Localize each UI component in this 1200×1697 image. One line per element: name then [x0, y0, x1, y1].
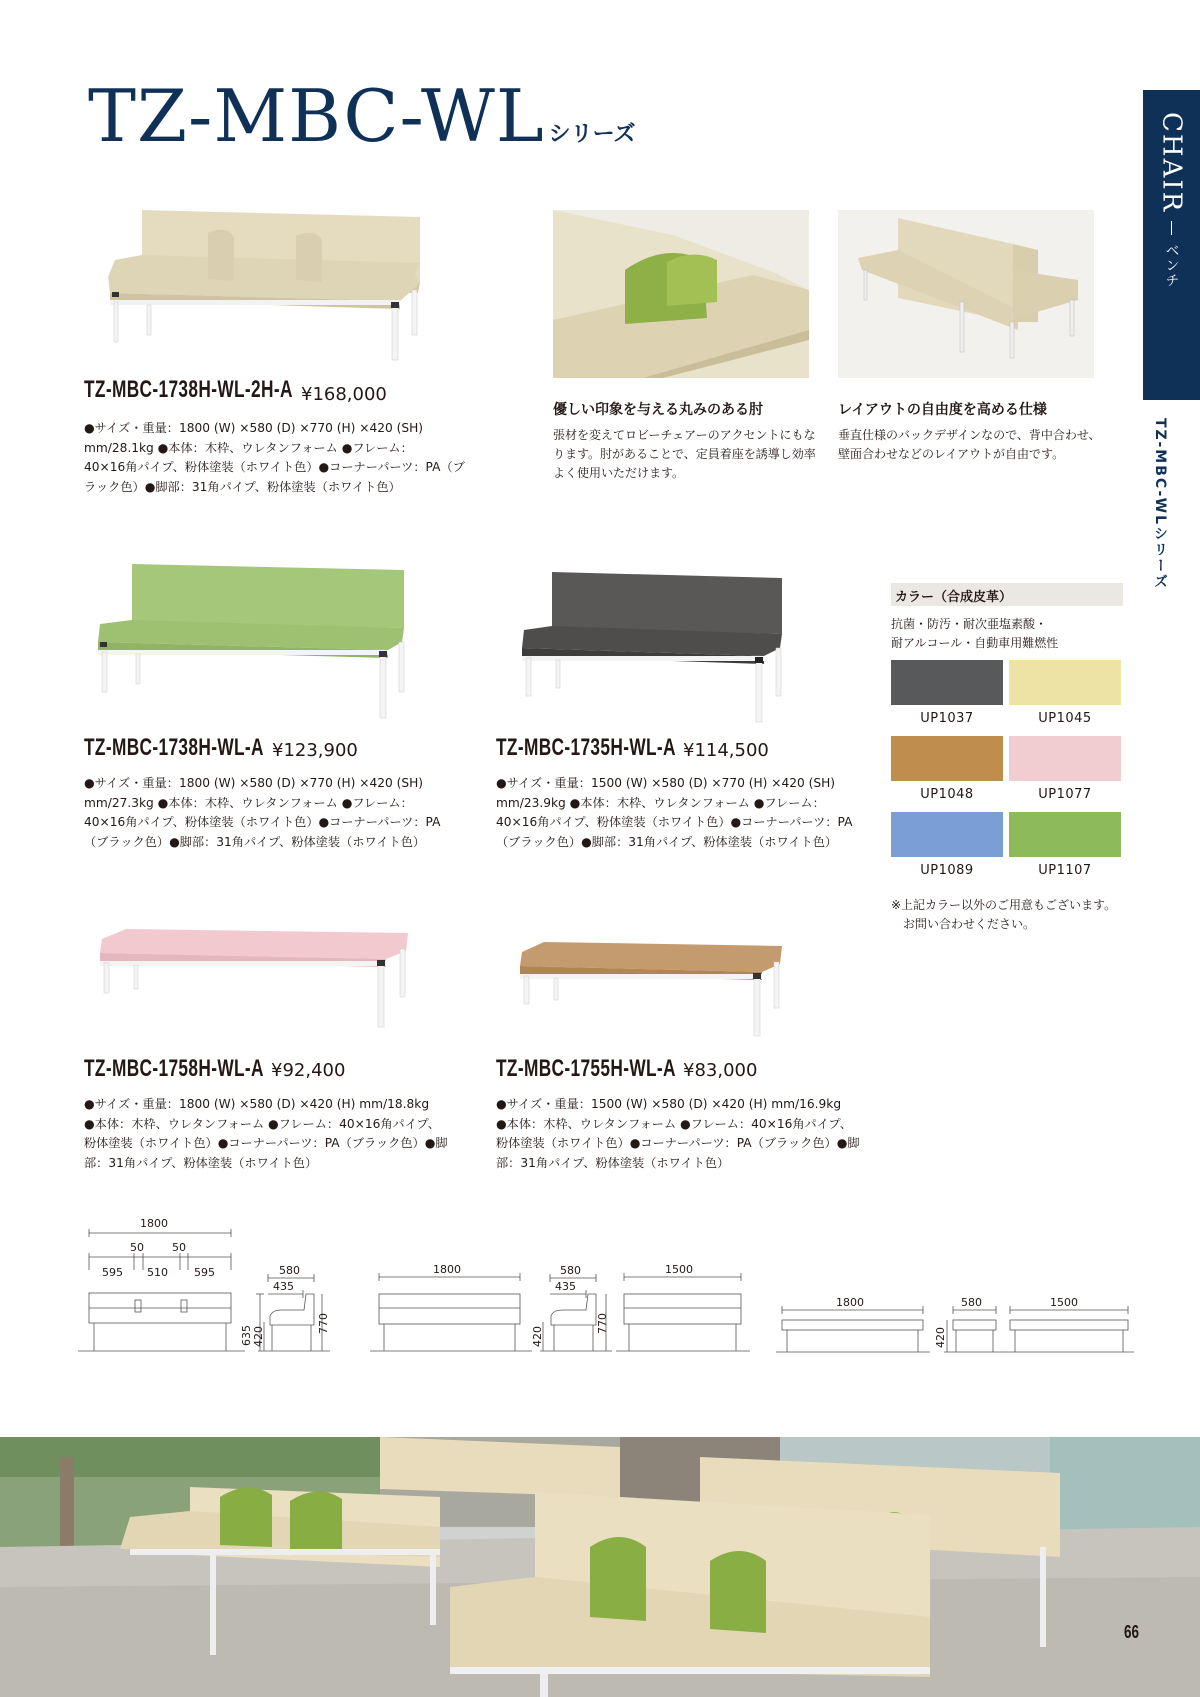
category-tab: [1143, 90, 1200, 400]
product-image-1738h-2h: [100, 205, 430, 365]
dim-595: 595: [102, 1266, 123, 1279]
dim-580: 580: [560, 1264, 581, 1277]
color-properties: 抗菌・防汚・耐次亜塩素酸・ 耐アルコール・自動車用難燃性: [891, 617, 1059, 650]
color-swatch: [891, 812, 1003, 857]
dim-580: 580: [279, 1264, 300, 1277]
feature-title-armrest: 優しい印象を与える丸みのある肘: [553, 402, 763, 418]
dim-420: 420: [934, 1327, 947, 1348]
dim-1800: 1800: [140, 1217, 168, 1230]
product-image-1738h: [92, 562, 412, 722]
color-swatch-code: UP1107: [1038, 863, 1092, 878]
category-label: CHAIR: [1156, 112, 1187, 214]
color-swatch-code: UP1089: [920, 863, 974, 878]
dim-770: 770: [596, 1313, 609, 1334]
color-swatch: [891, 660, 1003, 705]
feature-photo-layout: [838, 210, 1094, 378]
feature-body-layout: 垂直仕様のバックデザインなので、背中合わせ、 壁面合わせなどのレイアウトが自由です。: [838, 428, 1101, 461]
color-swatch-code: UP1037: [920, 711, 974, 726]
product-code: TZ-MBC-1755H-WL-A: [496, 1055, 676, 1082]
side-series-label: TZ-MBC-WLシリーズ: [1152, 418, 1168, 591]
dim-635: 635: [240, 1325, 253, 1346]
dim-1800: 1800: [836, 1296, 864, 1309]
category-divider: [1171, 221, 1172, 235]
dim-435: 435: [555, 1280, 576, 1293]
product-spec: ●サイズ・重量：1800 (W) ×580 (D) ×770 (H) ×420 (SH) mm/27.3kg ●本体：木枠、ウレタンフォーム ●フレーム： 40×16角パイプ、粉体塗装（ホワイト色）●コーナーパーツ：PA （ブラック色）●脚部：31角パイプ、粉体塗装（ホワイト色）: [84, 776, 441, 849]
dim-580: 580: [961, 1296, 982, 1309]
dimension-drawings: [0, 1210, 1200, 1360]
dim-50: 50: [172, 1241, 186, 1254]
lobby-scene-photo: [0, 1437, 1200, 1697]
product-image-1735h: [518, 570, 788, 725]
product-spec: ●サイズ・重量：1500 (W) ×580 (D) ×420 (H) mm/16.9kg ●本体：木枠、ウレタンフォーム ●フレーム：40×16角パイプ、 粉体塗装（ホワイト色）●コーナーパーツ：PA（ブラック色）●脚 部：31角パイプ、粉体塗装（ホワイト色）: [496, 1097, 860, 1170]
dim-1500: 1500: [1050, 1296, 1078, 1309]
product-price: ¥123,900: [272, 740, 358, 761]
series-title: [88, 74, 636, 158]
dim-435: 435: [273, 1280, 294, 1293]
product-code: TZ-MBC-1735H-WL-A: [496, 734, 676, 761]
product-price: ¥92,400: [271, 1060, 346, 1081]
color-swatch: [1009, 736, 1121, 781]
feature-body-armrest: 張材を変えてロビーチェアーのアクセントにもな ります。肘があることで、定員着座を誘導し効率 よく使用いただけます。: [553, 428, 816, 480]
subcategory-label: ベンチ: [1163, 243, 1180, 289]
dim-770: 770: [317, 1313, 330, 1334]
color-swatch-code: UP1077: [1038, 787, 1092, 802]
dim-510: 510: [147, 1266, 168, 1279]
series-name: TZ-MBC-WL: [88, 74, 545, 158]
product-spec: ●サイズ・重量：1500 (W) ×580 (D) ×770 (H) ×420 (SH) mm/23.9kg ●本体：木枠、ウレタンフォーム ●フレーム： 40×16角パイプ、粉体塗装（ホワイト色）●コーナーパーツ：PA （ブラック色）●脚部：31角パイプ、粉体塗装（ホワイト色）: [496, 776, 853, 849]
product-code: TZ-MBC-1738H-WL-A: [84, 734, 264, 761]
page-number: 66: [1124, 1622, 1140, 1642]
dim-1500: 1500: [665, 1263, 693, 1276]
color-swatch: [1009, 812, 1121, 857]
dim-420: 420: [531, 1326, 544, 1347]
product-price: ¥168,000: [301, 384, 387, 405]
color-swatch-code: UP1045: [1038, 711, 1092, 726]
series-suffix: シリーズ: [548, 122, 636, 147]
product-code: TZ-MBC-1738H-WL-2H-A: [84, 376, 293, 403]
product-image-1758h: [96, 925, 416, 1030]
product-price: ¥83,000: [683, 1060, 758, 1081]
dim-50: 50: [130, 1241, 144, 1254]
color-swatch-code: UP1048: [920, 787, 974, 802]
product-spec: ●サイズ・重量：1800 (W) ×580 (D) ×420 (H) mm/18.8kg ●本体：木枠、ウレタンフォーム ●フレーム：40×16角パイプ、 粉体塗装（ホワイト色）●コーナーパーツ：PA（ブラック色）●脚 部：31角パイプ、粉体塗装（ホワイト色）: [84, 1097, 448, 1170]
color-swatch: [1009, 660, 1121, 705]
feature-photo-armrest: [553, 210, 809, 378]
dim-1800: 1800: [433, 1263, 461, 1276]
dim-595: 595: [194, 1266, 215, 1279]
color-heading: カラー（合成皮革）: [891, 583, 1123, 606]
product-image-1755h: [518, 940, 788, 1040]
dim-420: 420: [252, 1326, 265, 1347]
product-code: TZ-MBC-1758H-WL-A: [84, 1055, 264, 1082]
color-note: ※上記カラー以外のご用意もございます。 お問い合わせください。: [891, 898, 1117, 931]
product-price: ¥114,500: [683, 740, 769, 761]
feature-title-layout: レイアウトの自由度を高める仕様: [838, 402, 1047, 418]
product-spec: ●サイズ・重量：1800 (W) ×580 (D) ×770 (H) ×420 (SH) mm/28.1kg ●本体：木枠、ウレタンフォーム ●フレーム： 40×16角パイプ、粉体塗装（ホワイト色）●コーナーパーツ：PA（ブ ラック色）●脚部：31角パイプ、粉体塗装（ホワイト色）: [84, 421, 465, 494]
color-swatch: [891, 736, 1003, 781]
